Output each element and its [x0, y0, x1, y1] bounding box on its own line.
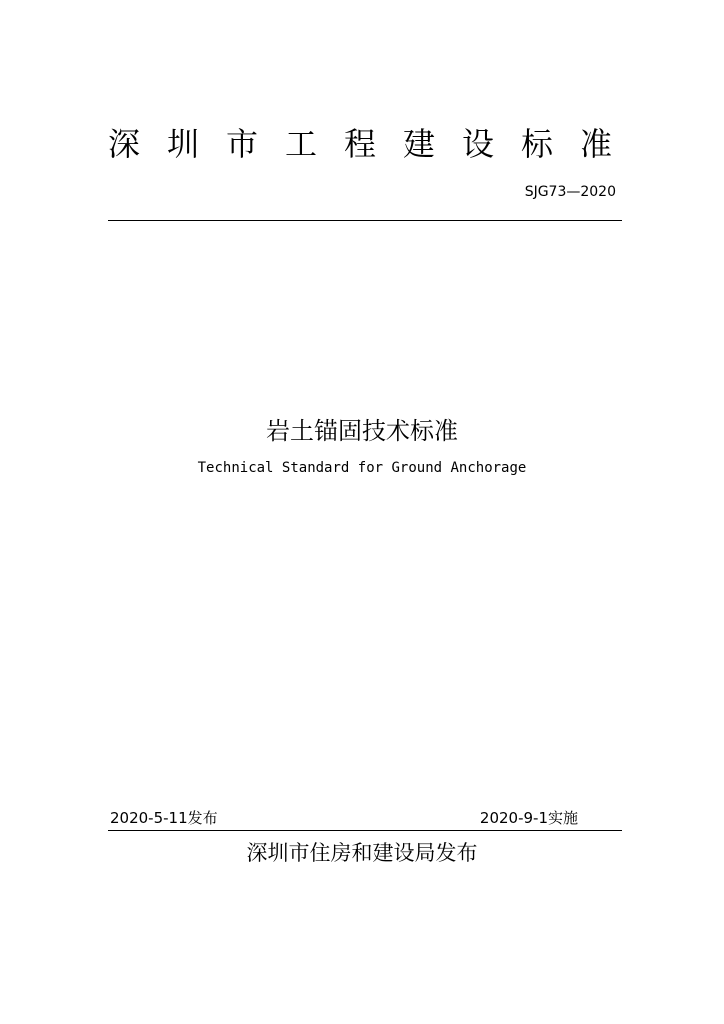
document-subtitle-english: Technical Standard for Ground Anchorage — [197, 460, 527, 476]
standard-series-title: 深圳市工程建设标准 — [108, 125, 640, 163]
document-title: 岩土锚固技术标准 — [266, 417, 458, 445]
header-divider — [108, 220, 622, 221]
footer-divider — [108, 830, 622, 831]
effective-date: 2020-9-1实施 — [479, 809, 578, 827]
publisher: 深圳市住房和建设局发布 — [246, 841, 478, 865]
issue-date: 2020-5-11发布 — [110, 809, 218, 827]
standard-code: SJG73—2020 — [524, 184, 616, 200]
